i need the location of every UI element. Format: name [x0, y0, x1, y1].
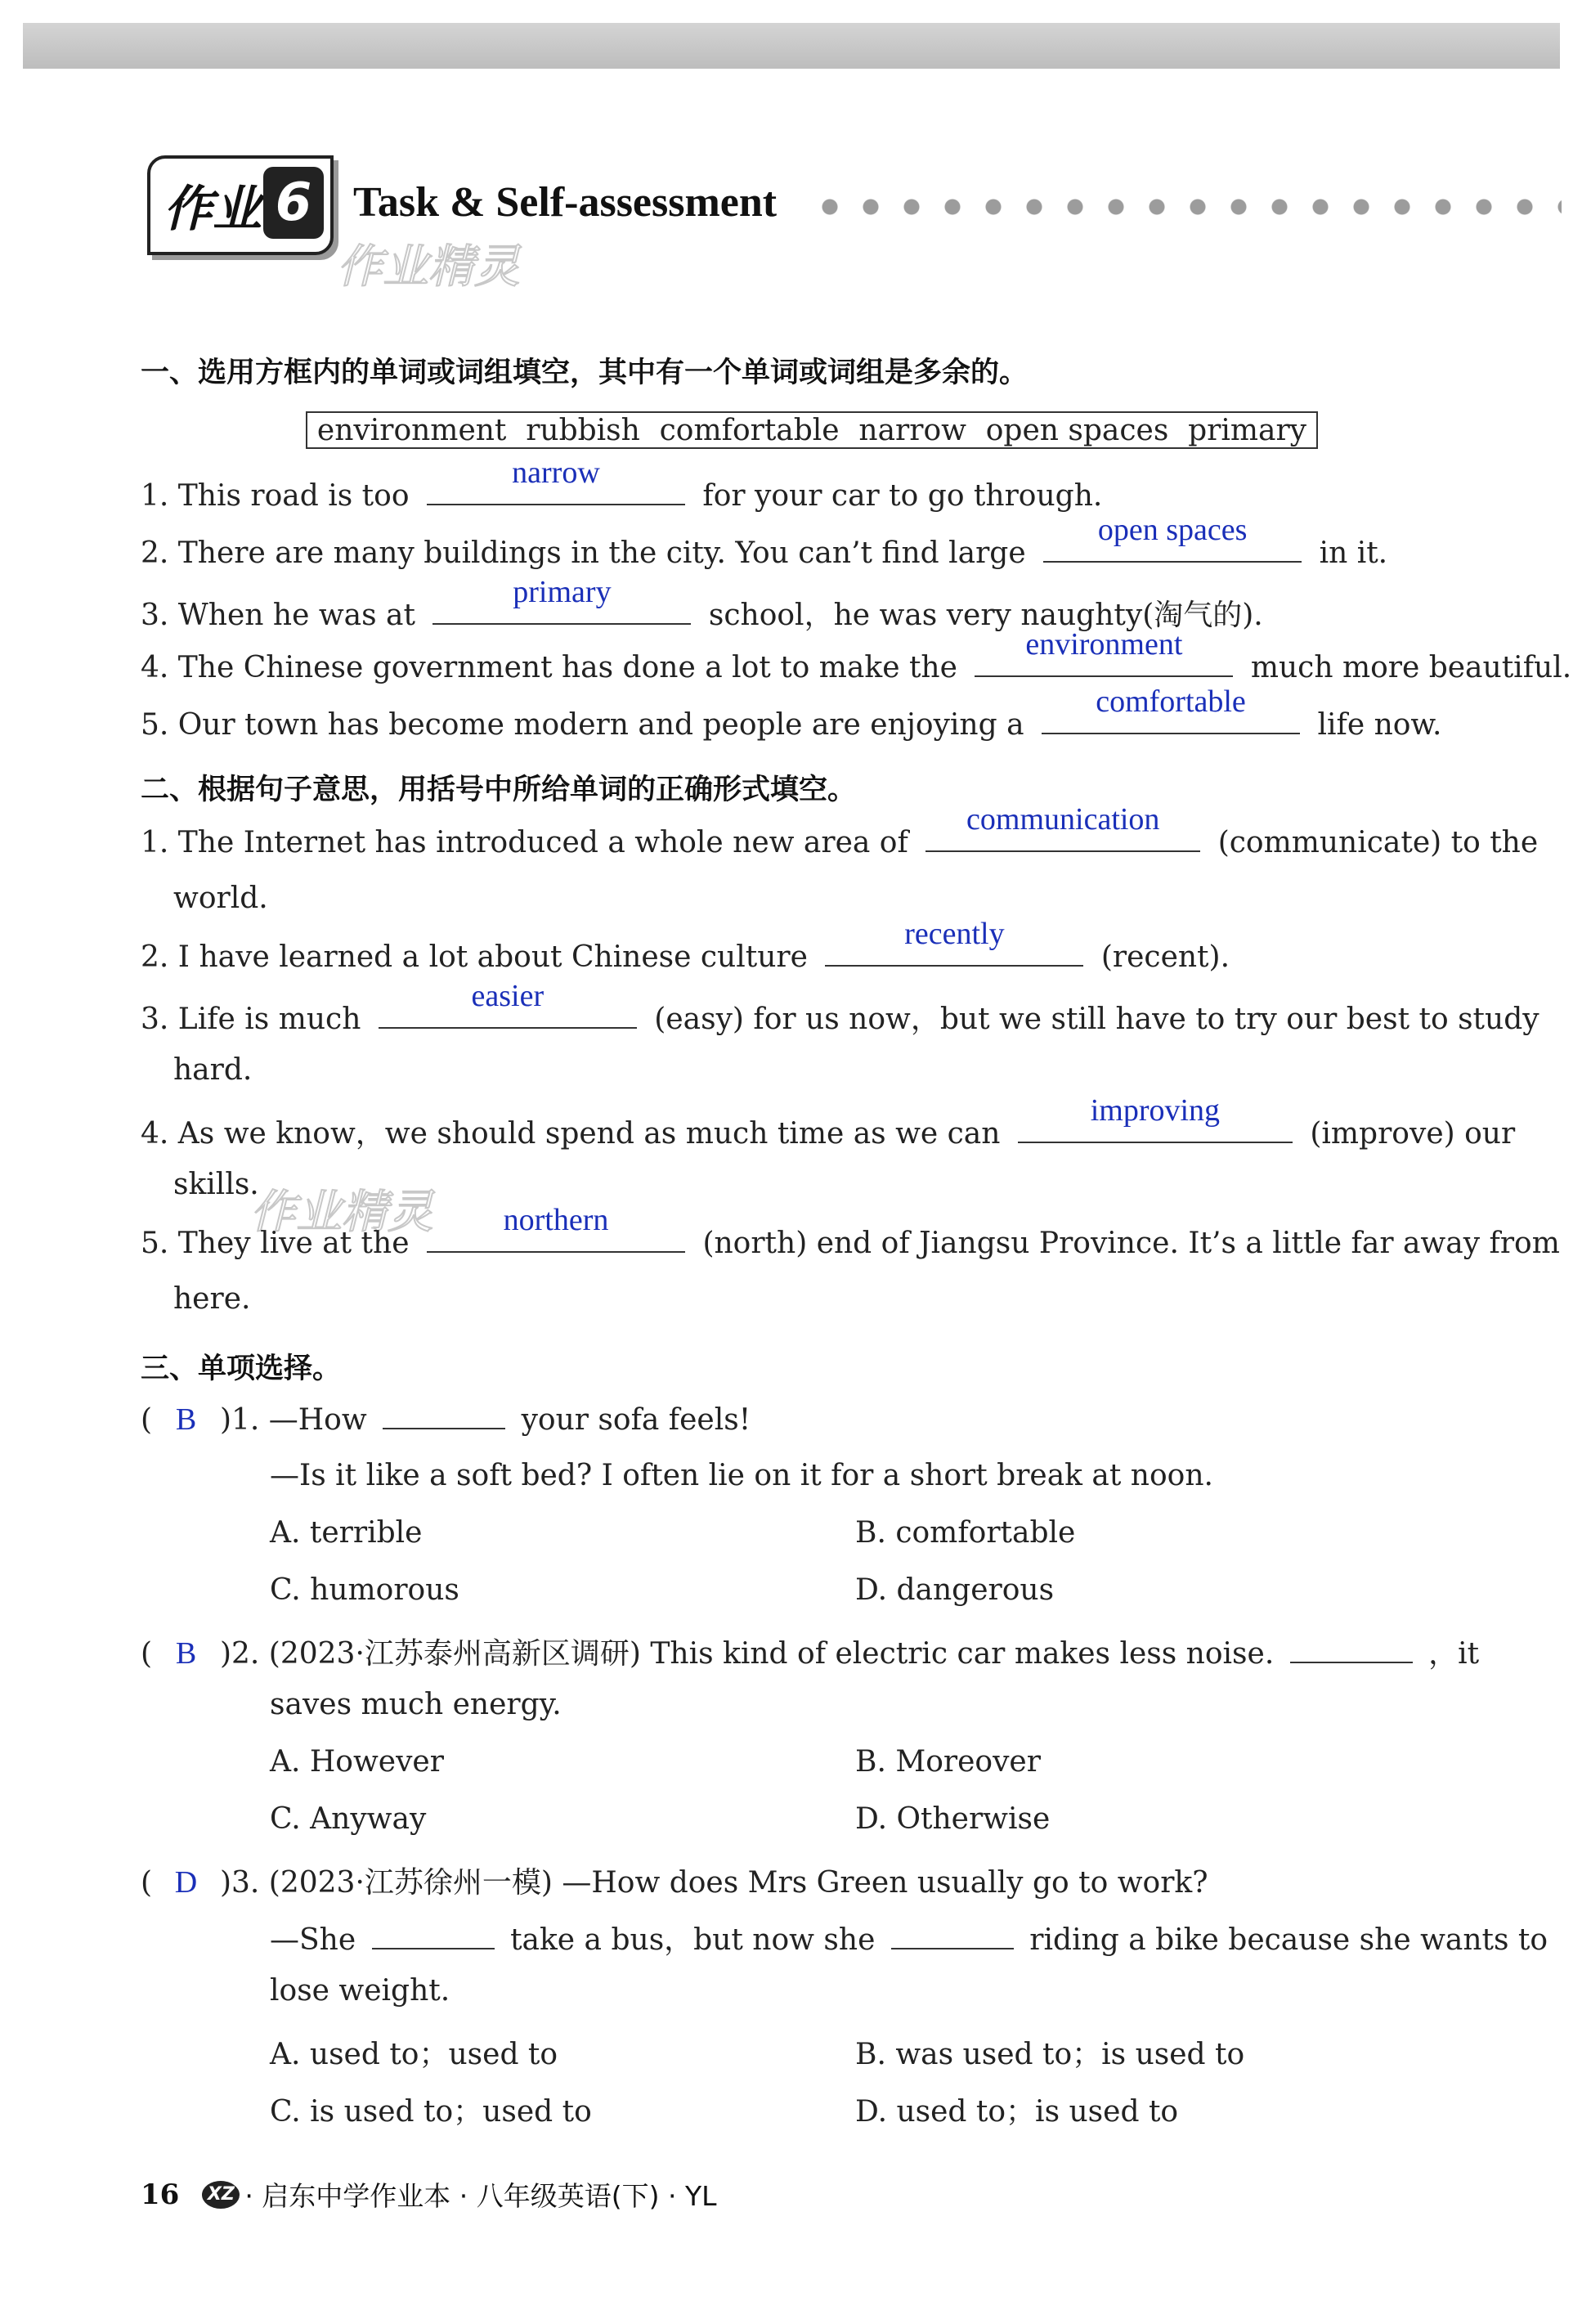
assignment-badge — [147, 155, 334, 255]
filled-answer: comfortable — [1096, 684, 1246, 719]
filled-answer: communication — [966, 802, 1160, 837]
question-blank — [383, 1405, 505, 1429]
filled-answer: recently — [904, 917, 1005, 951]
mc-question-3: ( D )3. (2023·江苏徐州一模) —How does Mrs Green usually go to work? — [141, 1865, 1208, 1900]
question-blank — [1290, 1639, 1413, 1663]
section1-heading: 一、选用方框内的单词或词组填空，其中有一个单词或词组是多余的。 — [141, 357, 1029, 389]
filled-answer: northern — [503, 1203, 609, 1237]
word-box-item: primary — [1188, 413, 1307, 447]
answer-blank[interactable] — [427, 455, 685, 505]
footer-text: · 启东中学作业本 · 八年级英语(下) · YL — [244, 2180, 717, 2212]
s2-item-3: 3. Life is much easier (easy) for us now，but we still have to try our best to study — [141, 979, 1539, 1036]
s2-item-3-cont: hard. — [173, 1053, 253, 1087]
filled-answer: environment — [1025, 627, 1183, 662]
section3-heading: 三、单项选择。 — [141, 1353, 342, 1385]
mc-option[interactable]: A. used to；used to — [270, 2038, 558, 2071]
answer-blank[interactable] — [432, 575, 691, 625]
s1-item-1: 1. This road is too narrow for your car to go through. — [141, 455, 1103, 513]
word-box-item: open spaces — [985, 413, 1169, 447]
mc-option[interactable]: D. Otherwise — [855, 1802, 1051, 1836]
answer-blank[interactable] — [825, 917, 1083, 967]
mc-option[interactable]: D. dangerous — [855, 1573, 1055, 1607]
mc-option[interactable]: C. is used to；used to — [270, 2095, 592, 2129]
mc-option[interactable]: B. Moreover — [855, 1745, 1041, 1779]
mc-answer[interactable]: B — [175, 1636, 197, 1671]
s1-item-5: 5. Our town has become modern and people are enjoying a comfortable life now. — [141, 684, 1442, 742]
mc-option[interactable]: A. However — [270, 1745, 444, 1779]
mc-option[interactable]: A. terrible — [270, 1516, 423, 1550]
filled-answer: easier — [471, 979, 545, 1013]
publisher-logo: XZ — [202, 2181, 240, 2209]
question-blank — [891, 1925, 1014, 1949]
mc-question-2-line2: saves much energy. — [270, 1688, 562, 1721]
mc-option[interactable]: C. Anyway — [270, 1802, 427, 1836]
section2-heading: 二、根据句子意思，用括号中所给单词的正确形式填空。 — [141, 774, 857, 806]
s1-item-2: 2. There are many buildings in the city. You can’t find large open spaces in it. — [141, 513, 1388, 570]
answer-blank[interactable] — [379, 979, 637, 1029]
page-number: 16 — [141, 2178, 180, 2211]
answer-blank[interactable] — [1043, 513, 1302, 563]
top-banner — [23, 23, 1560, 69]
mc-option[interactable]: B. comfortable — [855, 1516, 1076, 1550]
mc-question-1: ( B )1. —How your sofa feels! — [141, 1402, 751, 1437]
watermark-top: 作业精灵 — [337, 240, 520, 294]
page-footer — [141, 2175, 717, 2214]
filled-answer: open spaces — [1097, 513, 1248, 547]
mc-option[interactable]: D. used to；is used to — [855, 2095, 1179, 2129]
mc-option[interactable]: C. humorous — [270, 1573, 459, 1607]
mc-answer[interactable]: B — [175, 1402, 197, 1437]
answer-blank[interactable] — [1042, 684, 1300, 734]
s2-item-1: 1. The Internet has introduced a whole new area of communication (communicate) to the — [141, 802, 1539, 859]
decorative-dots — [809, 199, 1562, 215]
answer-blank[interactable] — [925, 802, 1200, 852]
word-box-item: environment — [316, 413, 507, 447]
mc-question-1-line2: —Is it like a soft bed? I often lie on it for a short break at noon. — [270, 1459, 1213, 1492]
s1-item-3: 3. When he was at primary school，he was very naughty(淘气的). — [141, 575, 1263, 632]
filled-answer: improving — [1090, 1093, 1221, 1128]
word-box-item: rubbish — [526, 413, 640, 447]
badge-number: 6 — [263, 167, 324, 239]
s2-item-4-cont: skills. — [173, 1168, 259, 1201]
s2-item-5-cont: here. — [173, 1282, 251, 1316]
badge-label: 作业 — [164, 181, 262, 238]
answer-blank[interactable] — [1018, 1093, 1293, 1143]
word-box-item: narrow — [858, 413, 966, 447]
answer-blank[interactable] — [427, 1203, 685, 1253]
s2-item-4: 4. As we know，we should spend as much time as we can improving (improve) our — [141, 1093, 1516, 1151]
s2-item-1-cont: world. — [173, 882, 268, 915]
answer-blank[interactable] — [975, 627, 1233, 677]
mc-question-3-line2: —She take a bus，but now she riding a bike because she wants to — [270, 1923, 1548, 1957]
filled-answer: narrow — [512, 455, 600, 490]
question-blank — [372, 1925, 495, 1949]
s1-item-4: 4. The Chinese government has done a lot to make the environment much more beautiful. — [141, 627, 1572, 684]
mc-question-2: ( B )2. (2023·江苏泰州高新区调研) This kind of electric car makes less noise. ，it — [141, 1636, 1480, 1671]
filled-answer: primary — [513, 575, 612, 609]
page-title: Task & Self-assessment — [353, 179, 778, 226]
word-box-item: comfortable — [659, 413, 840, 447]
word-box — [306, 411, 1318, 449]
s2-item-5: 5. They live at the northern (north) end of Jiangsu Province. It’s a little far away from — [141, 1203, 1560, 1260]
mc-question-3-line3: lose weight. — [270, 1974, 450, 2008]
mc-option[interactable]: B. was used to；is used to — [855, 2038, 1245, 2071]
watermark-middle: 作业精灵 — [250, 1186, 433, 1239]
s2-item-2: 2. I have learned a lot about Chinese culture recently (recent). — [141, 917, 1230, 974]
mc-answer[interactable]: D — [174, 1865, 198, 1900]
